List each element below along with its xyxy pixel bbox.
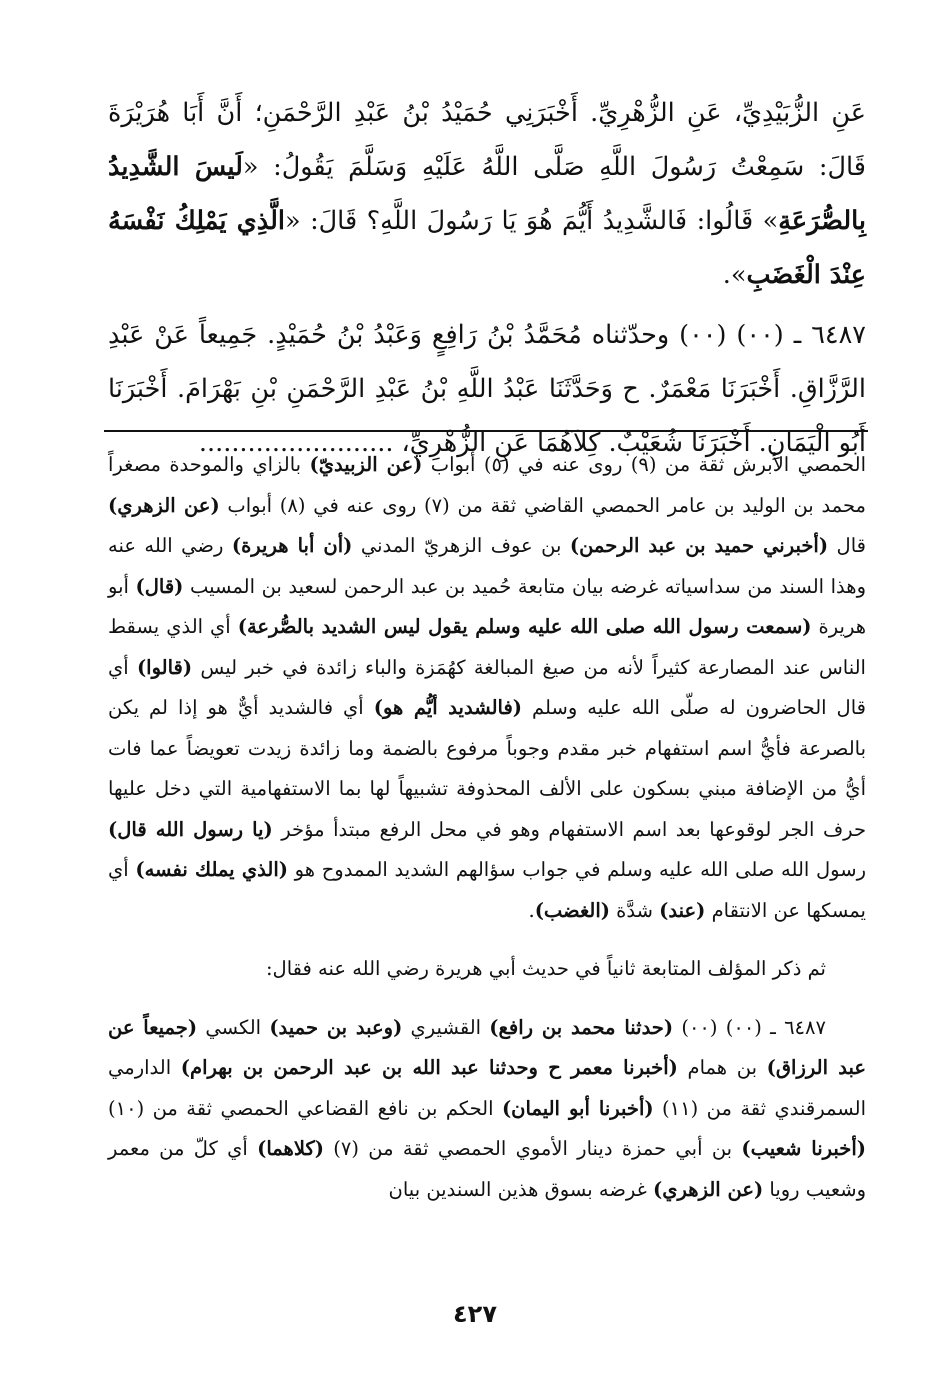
commentary-paragraph-1: الحمصي الأبرش ثقة من (٩) روى عنه في (٥) أبواب (عن الزبيديّ) بالزاي والموحدة مصغراً محمد بن الوليد بن عامر الحمصي القاضي ثقة من (٧) روى عنه في (٨) أبواب (عن الزهري) قال (أخبرني حميد بن عبد الرحمن) بن عوف الزهريّ المدني (أن أبا هريرة) رضي الله عنه وهذا السند من سداسياته غرضه بيان متابعة حُميد بن عبد الرحمن لسعيد بن المسيب (قال) أبو هريرة (سمعت رسول الله صلى الله عليه وسلم يقول ليس الشديد بالصُّرعة) أي الذي يسقط الناس عند المصارعة كثيراً لأنه من صيغ المبالغة كهُمَزة والباء زائدة في خبر ليس (قالوا) أي قال الحاضرون له صلّى الله عليه وسلم (فالشديد أيُّم هو) أي فالشديد أيٌّ هو إذا لم يكن بالصرعة فأيُّ اسم استفهام خبر مقدم وجوباً مرفوع بالضمة وما زائدة زيدت تعويضاً عما فات أيُّ من الإضافة مبني بسكون على الألف المحذوفة تشبيهاً لها بما الاستفهامية التي دخل عليها حرف الجر لوقوعها بعد اسم الاستفهام وهو في محل الرفع مبتدأ مؤخر (يا رسول الله قال) رسول الله صلى الله عليه وسلم في جواب سؤالهم الشديد الممدوح هو (الذي يملك نفسه) أي يمسكها عن الانتقام (عند) شدَّة (الغضب).	[108, 453, 867, 922]
page-number: ٤٢٧	[453, 1300, 497, 1328]
commentary-paragraph-2: ثم ذكر المؤلف المتابعة ثانياً في حديث أبي هريرة رضي الله عنه فقال:	[265, 957, 826, 980]
hadith-quote-1: لَيسَ الشَّدِيدُ بِالصُّرَعَةِ	[108, 152, 866, 236]
hadith-paragraph-2: ٦٤٨٧ ـ (٠٠) (٠٠) وحدّثناه مُحَمَّدُ بْنُ رَافِعٍ وَعَبْدُ بْنُ حُمَيْدٍ. جَمِيعاً عَنْ عَبْدِ الرَّزَّاقِ. أَخْبَرَنَا مَعْمَرٌ. ح وَحَدَّثَنَا عَبْدُ اللَّهِ بْنُ عَبْدِ الرَّحْمَنِ بْنِ بَهْرَامَ. أَخْبَرَنَا أَبُو الْيَمَانِ. أَخْبَرَنَا شُعَيْبٌ. كِلاَهُمَا عَنِ الزُّهْرِيِّ، ........................	[108, 320, 866, 458]
commentary-text	[108, 445, 866, 1210]
hadith-paragraph-1: عَنِ الزُّبَيْدِيِّ، عَنِ الزُّهْرِيِّ. أَخْبَرَنِي حُمَيْدُ بْنُ عَبْدِ الرَّحْمَنِ؛ أَنَّ أَبَا هُرَيْرَةَ قَالَ: سَمِعْتُ رَسُولَ اللَّهِ صَلَّى اللَّهُ عَلَيْهِ وَسَلَّمَ يَقُولُ: «لَيسَ الشَّدِيدُ بِالصُّرَعَةِ» قَالُوا: فَالشَّدِيدُ أَيُّمَ هُوَ يَا رَسُولَ اللَّهِ؟ قَالَ: «الَّذِي يَمْلِكُ نَفْسَهُ عِنْدَ الْغَضَبِ».	[108, 98, 866, 290]
commentary-paragraph-3: ٦٤٨٧ ـ (٠٠) (٠٠) (حدثنا محمد بن رافع) القشيري (وعبد بن حميد) الكسي (جميعاً عن عبد الرزاق) بن همام (أخبرنا معمر ح وحدثنا عبد الله بن عبد الرحمن بن بهرام) الدارمي السمرقندي ثقة من (١١) (أخبرنا أبو اليمان) الحكم بن نافع القضاعي الحمصي ثقة من (١٠) (أخبرنا شعيب) بن أبي حمزة دينار الأموي الحمصي ثقة من (٧) (كلاهما) أي كلّ من معمر وشعيب رويا (عن الزهري) غرضه بسوق هذين السندين بيان	[108, 1015, 866, 1201]
hadith-quote-2: الَّذِي يَمْلِكُ نَفْسَهُ عِنْدَ الْغَضَبِ	[108, 206, 866, 290]
hadith-text	[108, 86, 866, 470]
footnote-divider	[104, 430, 868, 432]
